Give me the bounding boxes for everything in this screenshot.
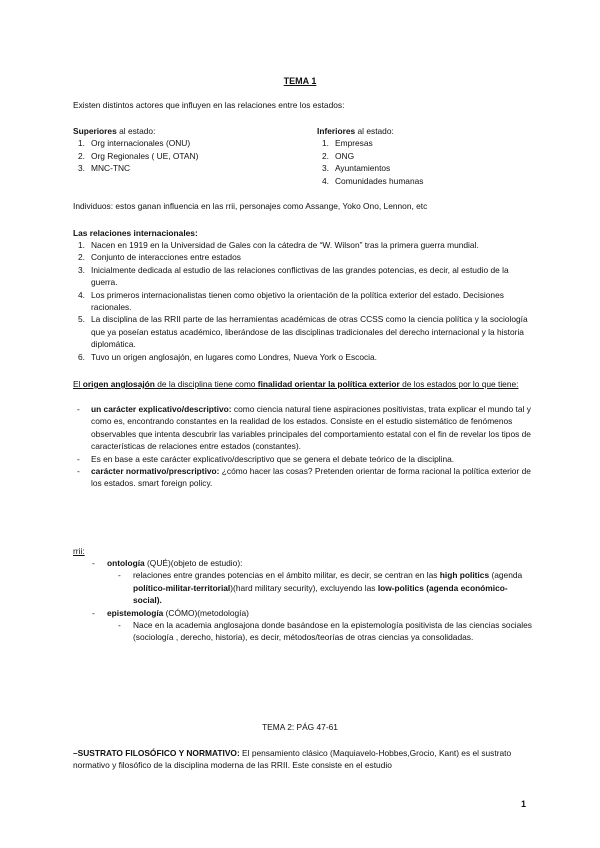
epistemologia-sublist [107, 619, 533, 644]
list-item: 3. Inicialmente dedicada al estudio de las relaciones conflictivas de las grandes potencias, es decir, al estudio de la guerra. [78, 264, 509, 288]
list-item: 5. La disciplina de las RRII parte de las herramientas académicas de otras CCSS como la ciencia política y la sociología que ya poseían estatus académico, liberándose de las disciplinas tradicionales del derecho internacional y la historia diplomática. [78, 314, 528, 350]
list-item: 4. Comunidades humanas [322, 175, 424, 186]
relaciones-list [73, 239, 533, 363]
intro-paragraph: Existen distintos actores que influyen en las relaciones entre los estados: [73, 100, 345, 110]
list-item: - Nace en la academia anglosajona donde basándose en la epistemología positivista de las ciencias sociales (sociología , derecho, historia), es decir, métodos/teorías de otras ciencias ya consolidadas. [118, 620, 532, 643]
list-item: 2. Org Regionales ( UE, OTAN) [78, 150, 199, 161]
rrii-heading: rrii: [73, 546, 85, 556]
inferiores-label: Inferiores [317, 126, 356, 136]
origen-paragraph: El origen anglosajón de la disciplina tiene como finalidad orientar la política exterior de los estados por lo que tiene: [73, 379, 519, 389]
list-item: 4. Los primeros internacionalistas tienen como objetivo la orientación de la política exterior del estado. Decisiones racionales. [78, 289, 504, 313]
list-item: 1. Nacen en 1919 en la Universidad de Gales con la cátedra de “W. Wilson” tras la primera guerra mundial. [78, 240, 479, 250]
list-item: 3. Ayuntamientos [322, 163, 391, 174]
list-item: 1. Empresas [322, 138, 373, 149]
inferiores-list [317, 137, 537, 187]
ontologia-sublist [107, 569, 533, 606]
inferiores-label-rest: al estado: [355, 126, 394, 136]
page-number: 1 [521, 799, 527, 809]
relaciones-heading: Las relaciones internacionales: [73, 228, 198, 238]
list-item: 2. ONG [322, 150, 355, 161]
individuos-paragraph: Individuos: estos ganan influencia en las rrii, personajes como Assange, Yoko Ono, Lennon, etc [73, 201, 428, 211]
superiores-list [73, 137, 303, 174]
list-item: 6. Tuvo un origen anglosajón, en lugares como Londres, Nueva York o Escocia. [78, 351, 378, 362]
superiores-section [73, 125, 303, 175]
list-item: 3. MNC-TNC [78, 163, 131, 174]
list-item: - ontología (QUÉ)(objeto de estudio): - relaciones entre grandes potencias en el ámbito militar, es decir, se centran en las high politics (agenda político-militar-territorial)(hard military security), excluyendo las low-politics (agenda económico-social). [73, 557, 533, 607]
list-item: - epistemología (CÓMO)(metodología) - Nace en la academia anglosajona donde basándose en la epistemología positivista de las ciencias sociales (sociología , derecho, historia), es decir, métodos/teorías de otras ciencias ya consolidadas. [92, 607, 532, 643]
rrii-list [73, 557, 533, 644]
list-item: - un carácter explicativo/descriptivo: como ciencia natural tiene aspiraciones positivistas, trata explicar el mundo tal y como es, encontrando constantes en la realidad de los estados. Consiste en el estudio sistemático de fenómenos observables que intenta descubrir las variables principales del comportamiento estatal con el fin de revelar los tipos de características de relaciones entre estados (constantes). [77, 404, 531, 452]
superiores-label-rest: al estado: [116, 126, 156, 136]
list-item: 1. Org internacionales (ONU) [78, 138, 191, 149]
list-item: 2. Conjunto de interacciones entre estados [78, 252, 241, 263]
page-title: TEMA 1 [283, 76, 317, 86]
caracter-list [73, 403, 533, 490]
list-item: - Es en base a este carácter explicativo/descriptivo que se genera el debate teórico de la disciplina. [77, 453, 455, 464]
tema2-heading: TEMA 2: PÁG 47-61 [262, 722, 338, 732]
list-item: - carácter normativo/prescriptivo: ¿cómo hacer las cosas? Pretenden orientar de forma racional la política exterior de los estados. smart foreign policy. [77, 466, 531, 489]
superiores-label: Superiores [73, 126, 117, 136]
list-item: - relaciones entre grandes potencias en el ámbito militar, es decir, se centran en las high politics (agenda político-militar-territorial)(hard military security), excluyendo las low-politics (agenda económico-social). [118, 570, 523, 606]
sustrato-paragraph: –SUSTRATO FILOSÓFICO Y NORMATIVO: El pensamiento clásico (Maquiavelo-Hobbes,Grocio, Kant) es el sustrato normativo y filosófico de la disciplina moderna de las RRII. Este consiste en el estudio [73, 748, 512, 771]
inferiores-section [317, 125, 537, 187]
